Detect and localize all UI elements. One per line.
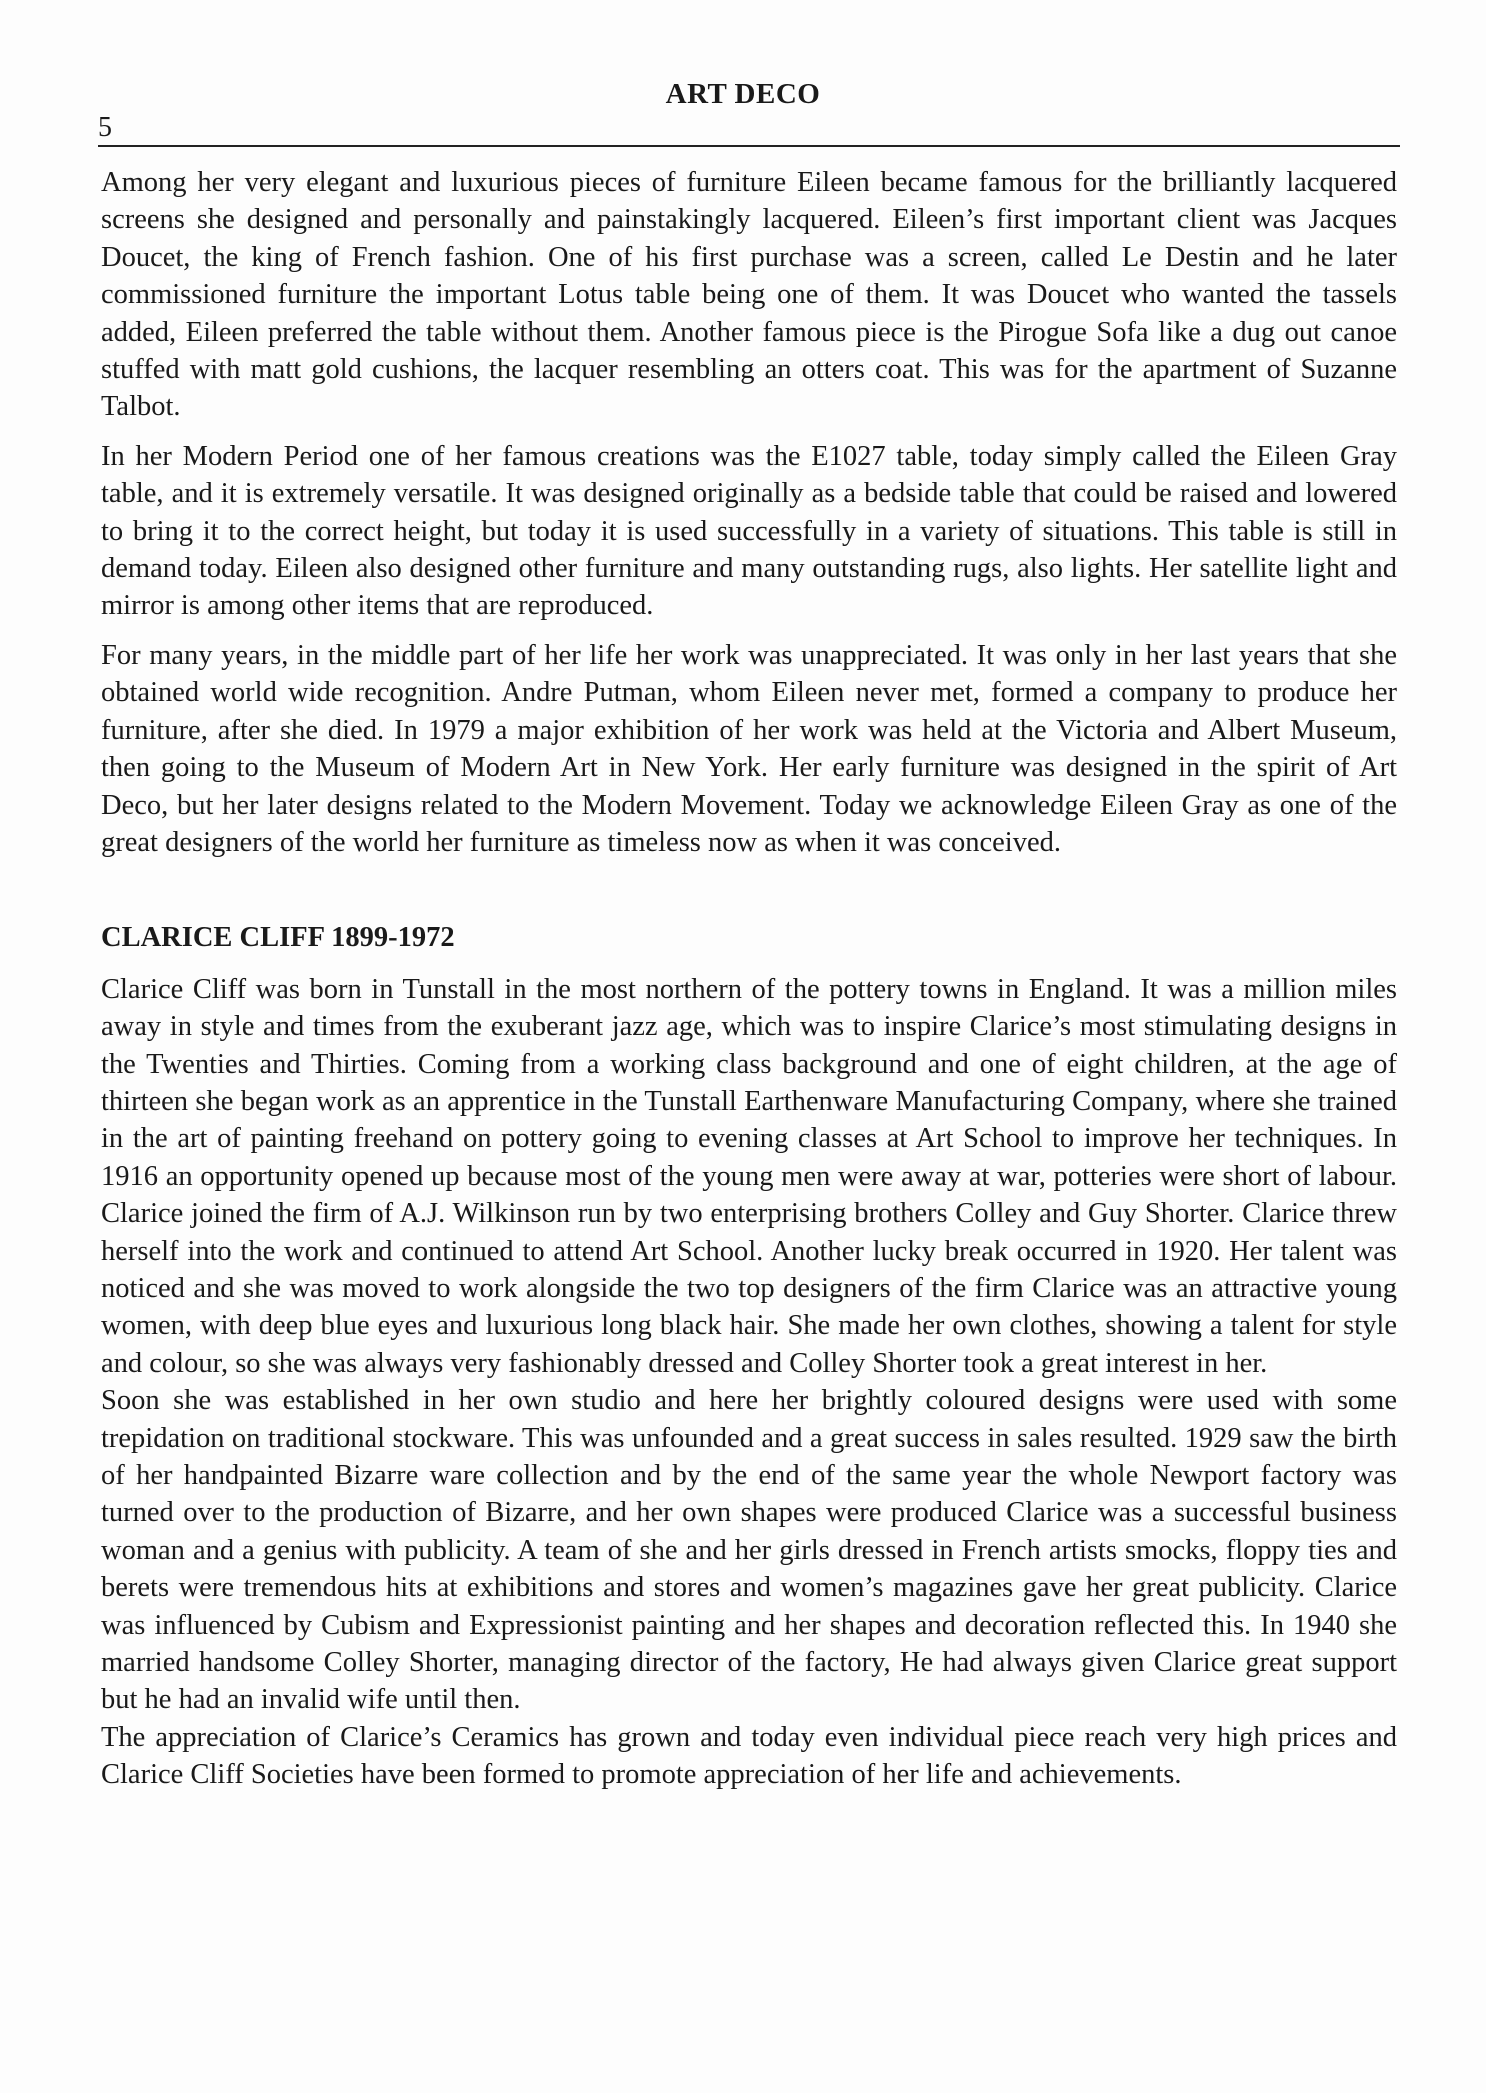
header-divider xyxy=(98,145,1400,147)
page-title: ART DECO xyxy=(665,78,821,110)
paragraph-clarice-cliff-early-life: Clarice Cliff was born in Tunstall in the most northern of the pottery towns in England. It was a million miles away in style and times from the exuberant jazz age, which was to inspire Clarice’s most stimulating designs in the Twenties and Thirties. Coming from a working class background and one of eight children, at the age of thirteen she began work as an apprentice in the Tunstall Earthenware Manufacturing Company, where she trained in the art of painting freehand on pottery going to evening classes at Art School to improve her techniques. In 1916 an opportunity opened up because most of the young men were away at war, potteries were short of labour. Clarice joined the firm of A.J. Wilkinson run by two enterprising brothers Colley and Guy Shorter. Clarice threw herself into the work and continued to attend Art School. Another lucky break occurred in 1920. Her talent was noticed and she was moved to work alongside the two top designers of the firm Clarice was an attractive young women, with deep blue eyes and luxurious long black hair. She made her own clothes, showing a talent for style and colour, so she was always very fashionably dressed and Colley Shorter took a great interest in her. xyxy=(101,973,1397,1379)
paragraph-clarice-cliff-bizarre-ware: Soon she was established in her own studio and here her brightly coloured designs were used with some trepidation on traditional stockware. This was unfounded and a great success in sales resulted. 1929 saw the birth of her handpainted Bizarre ware collection and by the end of the same year the whole Newport factory was turned over to the production of Bizarre, and her own shapes were produced Clarice was a successful business woman and a genius with publicity. A team of she and her girls dressed in French artists smocks, floppy ties and berets were tremendous hits at exhibitions and stores and women’s magazines gave her great publicity. Clarice was influenced by Cubism and Expressionist painting and her shapes and decoration reflected this. In 1940 she married handsome Colley Shorter, managing director of the factory, He had always given Clarice great support but he had an invalid wife until then. xyxy=(101,1385,1397,1716)
article-body xyxy=(101,164,1397,1794)
paragraph-eileen-gray-modern-period: In her Modern Period one of her famous creations was the E1027 table, today simply called the Eileen Gray table, and it is extremely versatile. It was designed originally as a bedside table that could be raised and lowered to bring it to the correct height, but today it is used successfully in a variety of situations. This table is still in demand today. Eileen also designed other furniture and many outstanding rugs, also lights. Her satellite light and mirror is among other items that are reproduced. xyxy=(101,440,1397,622)
paragraph-eileen-gray-lacquer: Among her very elegant and luxurious pieces of furniture Eileen became famous for the brilliantly lacquered screens she designed and personally and painstakingly lacquered. Eileen’s first important client was Jacques Doucet, the king of French fashion. One of his first purchase was a screen, called Le Destin and he later commissioned furniture the important Lotus table being one of them. It was Doucet who wanted the tassels added, Eileen preferred the table without them. Another famous piece is the Pirogue Sofa like a dug out canoe stuffed with matt gold cushions, the lacquer resembling an otters coat. This was for the apartment of Suzanne Talbot. xyxy=(101,167,1397,423)
page-number: 5 xyxy=(98,112,112,143)
paragraph-clarice-cliff-legacy: The appreciation of Clarice’s Ceramics has grown and today even individual piece reach very high prices and Clarice Cliff Societies have been formed to promote appreciation of her life and achievements. xyxy=(101,1721,1397,1791)
section-heading-clarice-cliff: CLARICE CLIFF 1899-1972 xyxy=(101,922,455,954)
paragraph-eileen-gray-recognition: For many years, in the middle part of her life her work was unappreciated. It was only in her last years that she obtained world wide recognition. Andre Putman, whom Eileen never met, formed a company to produce her furniture, after she died. In 1979 a major exhibition of her work was held at the Victoria and Albert Museum, then going to the Museum of Modern Art in New York. Her early furniture was designed in the spirit of Art Deco, but her later designs related to the Modern Movement. Today we acknowledge Eileen Gray as one of the great designers of the world her furniture as timeless now as when it was conceived. xyxy=(101,639,1397,858)
